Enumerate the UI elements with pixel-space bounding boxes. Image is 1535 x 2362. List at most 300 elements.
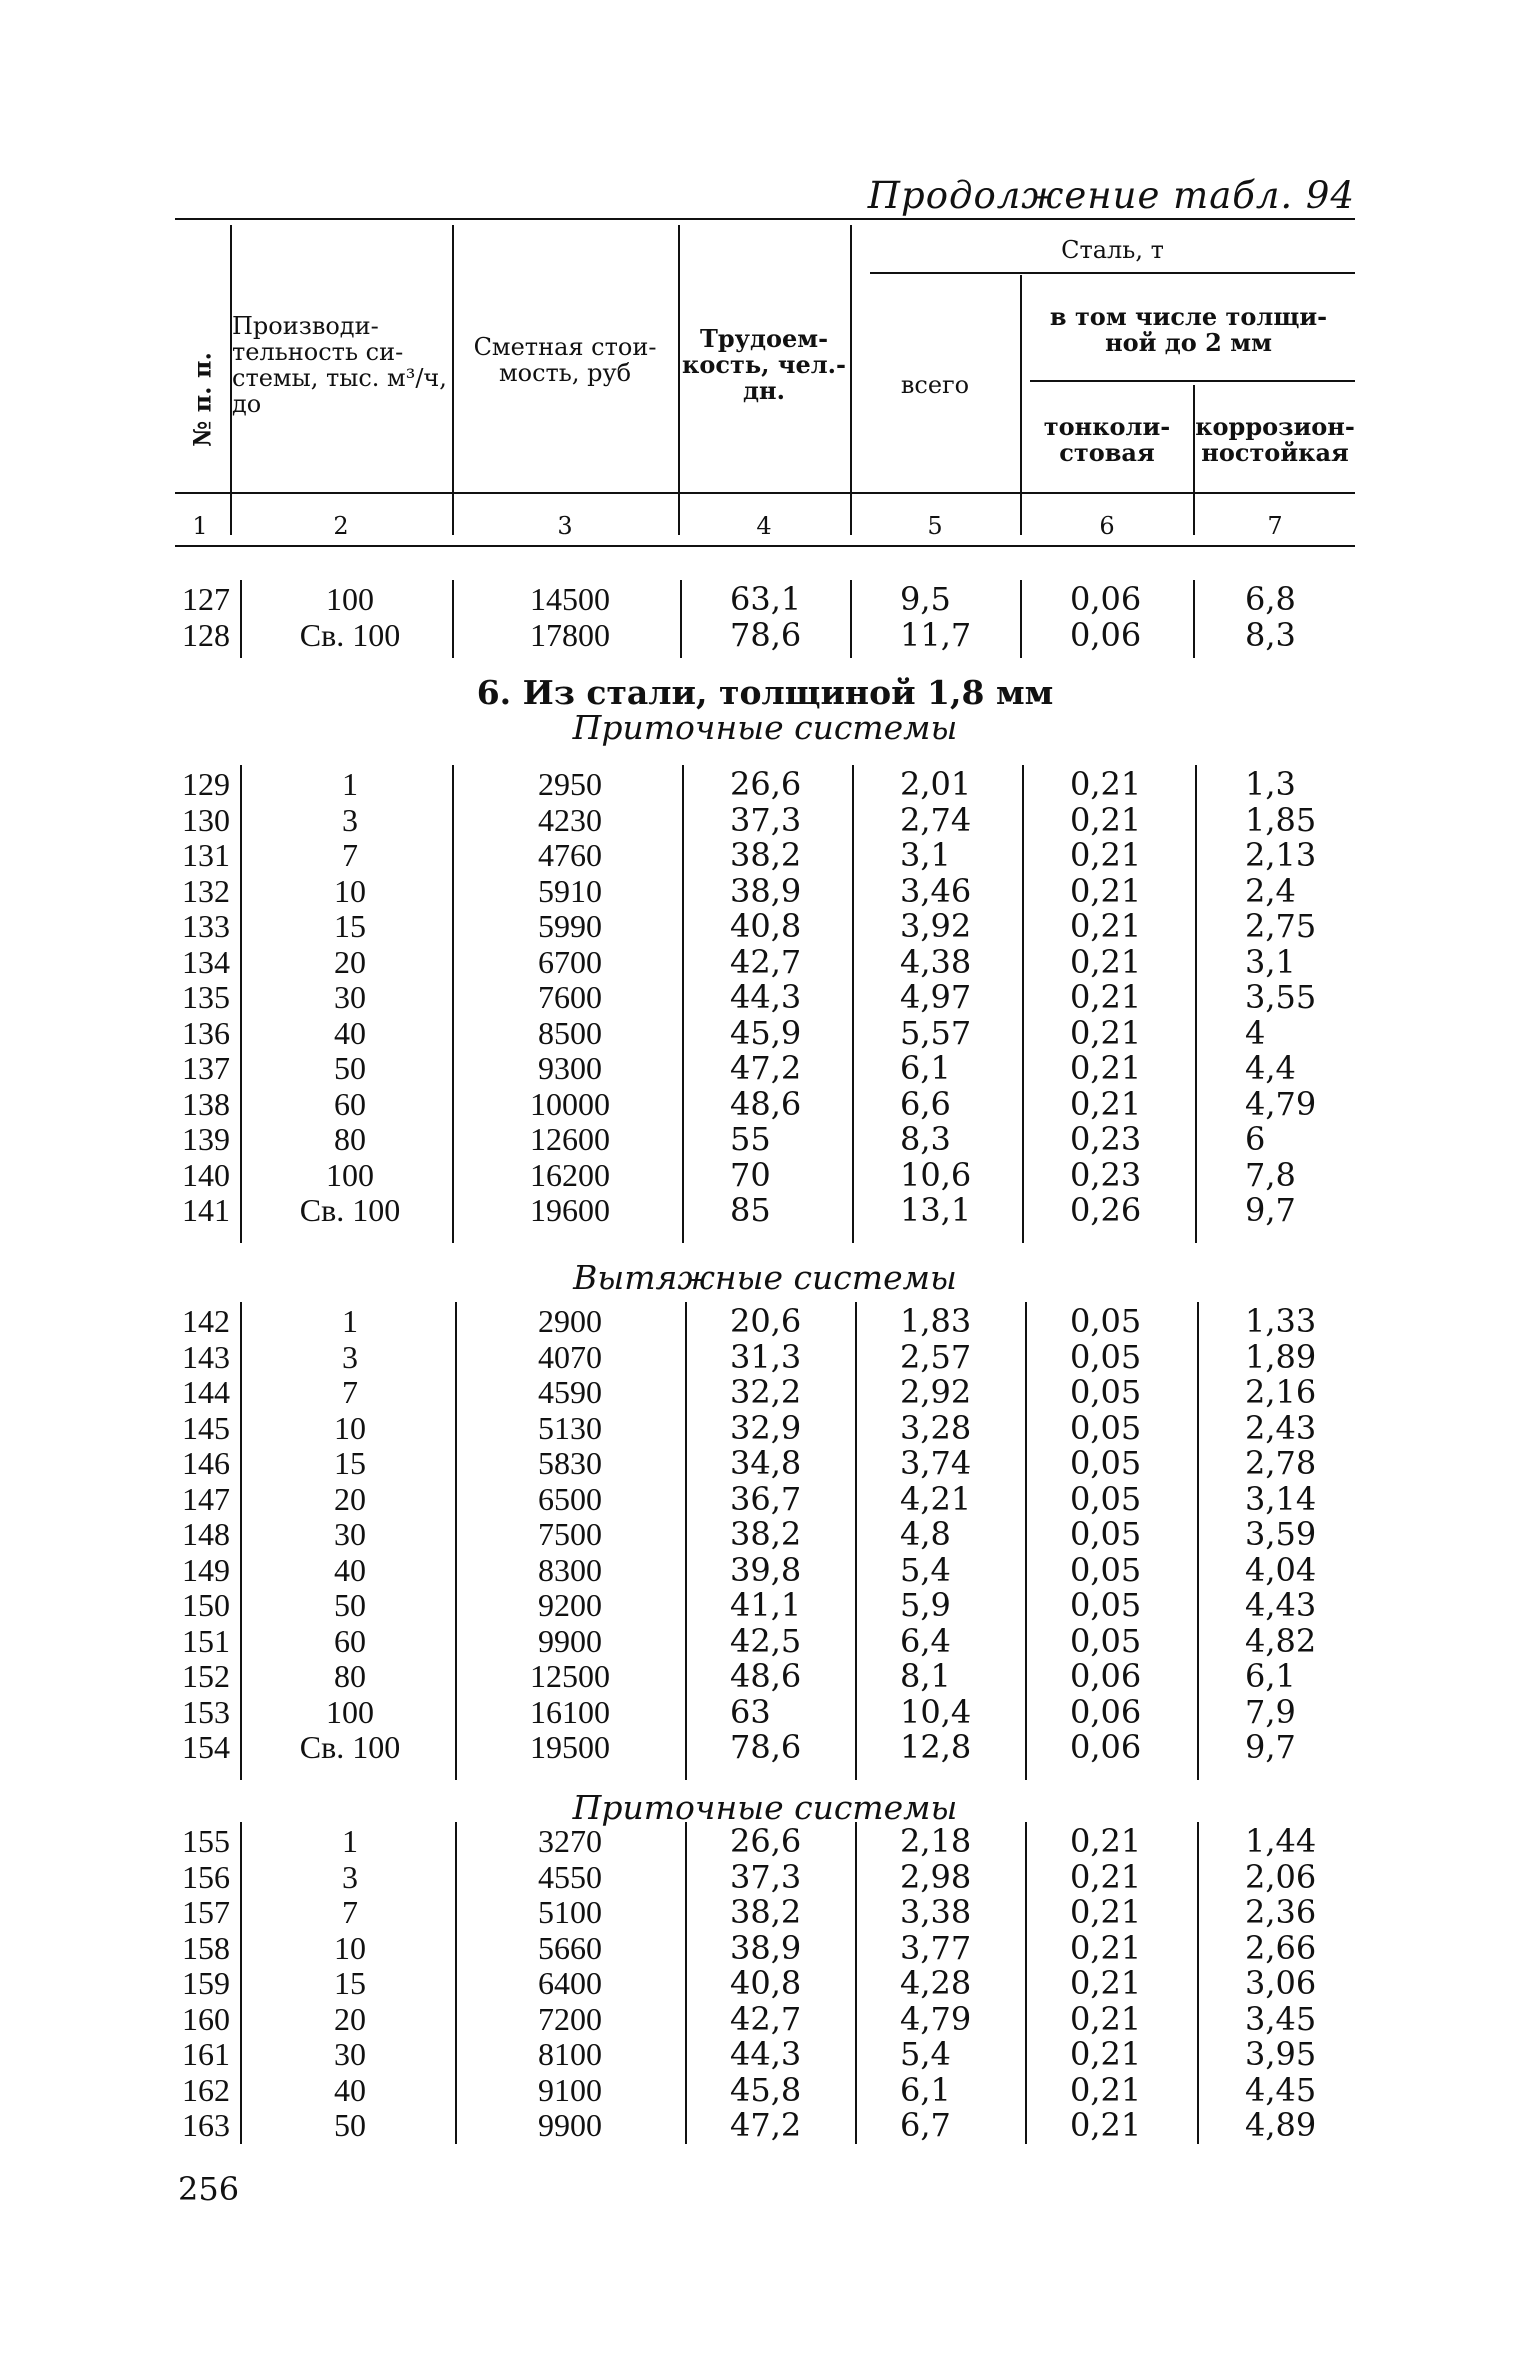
cell-labor: 38,2 [730,1515,802,1553]
table-row [0,1375,1535,1411]
cell-labor: 41,1 [730,1586,802,1624]
cell-capacity: 15 [334,908,366,944]
table-row [0,615,1535,654]
cell-number: 157 [182,1894,230,1930]
cell-steel-total: 2,74 [900,800,972,839]
table-row [0,1659,1535,1695]
cell-capacity: Св. 100 [299,1192,401,1228]
table-row [0,1155,1535,1194]
table-row [0,2037,1535,2073]
cell-cost: 9200 [538,1587,602,1623]
column-number: 3 [557,512,573,540]
cell-corrosion-resistant: 3,95 [1245,2035,1317,2073]
table-row [0,909,1535,945]
cell-steel-total: 3,92 [900,907,972,945]
cell-steel-total: 4,97 [900,978,972,1016]
cell-labor: 42,5 [730,1621,802,1660]
table-row [0,838,1535,874]
cell-thin-sheet: 0,05 [1070,1550,1142,1589]
header-mid-rule [175,492,1355,494]
table-row [0,1408,1535,1447]
table-row [0,1730,1535,1766]
cell-cost: 8100 [538,2036,602,2072]
cell-corrosion-resistant: 2,43 [1245,1408,1317,1447]
cell-cost: 3270 [538,1823,602,1859]
table-row [0,1621,1535,1660]
cell-labor: 40,8 [730,1964,802,2002]
cell-thin-sheet: 0,21 [1070,1928,1142,1967]
cell-labor: 70 [730,1155,771,1194]
cell-cost: 5910 [538,872,602,909]
cell-labor: 48,6 [730,1084,802,1123]
cell-thin-sheet: 0,05 [1070,1302,1142,1340]
cell-cost: 2950 [538,766,602,802]
cell-thin-sheet: 0,06 [1070,1692,1142,1731]
cell-number: 148 [182,1516,230,1552]
cell-cost: 9900 [538,1622,602,1659]
cell-steel-total: 2,01 [900,765,972,803]
cell-cost: 19600 [530,1192,610,1228]
cell-capacity: 100 [326,581,374,617]
cell-steel-total: 4,79 [900,1999,972,2038]
cell-steel-total: 4,8 [900,1515,951,1553]
table-header [0,0,1535,560]
cell-cost: 17800 [530,616,610,653]
cell-cost: 16100 [530,1693,610,1730]
cell-number: 140 [182,1156,230,1193]
steel-group-rule [870,272,1355,274]
cell-corrosion-resistant: 4,82 [1245,1621,1317,1660]
cell-cost: 9900 [538,2107,602,2143]
cell-thin-sheet: 0,21 [1070,2070,1142,2109]
cell-labor: 36,7 [730,1479,802,1518]
cell-thin-sheet: 0,05 [1070,1621,1142,1660]
cell-capacity: 40 [334,1014,366,1051]
cell-corrosion-resistant: 3,06 [1245,1964,1317,2002]
cell-steel-total: 4,28 [900,1964,972,2002]
cell-number: 144 [182,1374,230,1410]
cell-cost: 5660 [538,1929,602,1966]
cell-capacity: 50 [334,1587,366,1623]
cell-corrosion-resistant: 2,75 [1245,907,1317,945]
cell-thin-sheet: 0,06 [1070,1657,1142,1695]
cell-capacity: Св. 100 [299,616,401,653]
cell-number: 127 [182,581,230,617]
cell-capacity: Св. 100 [299,1729,401,1765]
table-row [0,2070,1535,2109]
cell-labor: 45,9 [730,1013,802,1052]
cell-number: 159 [182,1965,230,2001]
cell-capacity: 20 [334,1480,366,1517]
cell-thin-sheet: 0,05 [1070,1444,1142,1482]
cell-thin-sheet: 0,21 [1070,978,1142,1016]
cell-number: 136 [182,1014,230,1051]
cell-thin-sheet: 0,21 [1070,1822,1142,1860]
cell-thin-sheet: 0,21 [1070,942,1142,981]
cell-cost: 8500 [538,1014,602,1051]
cell-steel-total: 5,9 [900,1586,951,1624]
cell-thin-sheet: 0,05 [1070,1337,1142,1376]
cell-corrosion-resistant: 9,7 [1245,1191,1296,1229]
cell-cost: 8300 [538,1551,602,1588]
cell-number: 155 [182,1823,230,1859]
table-row [0,800,1535,839]
cell-number: 162 [182,2071,230,2108]
cell-thin-sheet: 0,21 [1070,2035,1142,2073]
cell-cost: 4550 [538,1858,602,1895]
cell-steel-total: 5,4 [900,2035,951,2073]
col-header-number: № п. п. [187,352,217,447]
cell-labor: 31,3 [730,1337,802,1376]
cell-labor: 45,8 [730,2070,802,2109]
cell-capacity: 50 [334,2107,366,2143]
cell-labor: 85 [730,1191,771,1229]
section-subtitle: Приточные системы [572,1788,958,1827]
cell-thin-sheet: 0,21 [1070,2106,1142,2144]
cell-corrosion-resistant: 2,06 [1245,1857,1317,1896]
table-row [0,1966,1535,2002]
cell-number: 154 [182,1729,230,1765]
cell-capacity: 7 [342,1894,358,1930]
cell-steel-total: 3,46 [900,871,972,910]
cell-thin-sheet: 0,23 [1070,1120,1142,1158]
cell-labor: 37,3 [730,1857,802,1896]
cell-thin-sheet: 0,05 [1070,1479,1142,1518]
cell-capacity: 10 [334,1409,366,1446]
cell-corrosion-resistant: 4,04 [1245,1550,1317,1589]
cell-labor: 78,6 [730,1728,802,1766]
column-number: 1 [192,512,208,540]
cell-labor: 44,3 [730,978,802,1016]
cell-corrosion-resistant: 3,14 [1245,1479,1317,1518]
cell-corrosion-resistant: 4,43 [1245,1586,1317,1624]
cell-steel-total: 12,8 [900,1728,972,1766]
cell-cost: 6700 [538,943,602,980]
cell-number: 130 [182,801,230,838]
cell-labor: 78,6 [730,615,802,654]
cell-steel-total: 3,74 [900,1444,972,1482]
cell-capacity: 10 [334,1929,366,1966]
cell-capacity: 15 [334,1965,366,2001]
cell-number: 139 [182,1121,230,1157]
cell-corrosion-resistant: 2,66 [1245,1928,1317,1967]
cell-steel-total: 3,77 [900,1928,972,1967]
col-header-labor: Трудоем- кость, чел.-дн. [682,324,846,405]
cell-number: 150 [182,1587,230,1623]
cell-number: 147 [182,1480,230,1517]
cell-number: 128 [182,616,230,653]
cell-number: 151 [182,1622,230,1659]
column-number: 2 [333,512,349,540]
table-row [0,1337,1535,1376]
cell-capacity: 7 [342,1374,358,1410]
cell-labor: 32,2 [730,1373,802,1411]
cell-thin-sheet: 0,21 [1070,907,1142,945]
cell-number: 163 [182,2107,230,2143]
cell-labor: 63,1 [730,580,802,618]
cell-labor: 40,8 [730,907,802,945]
cell-capacity: 40 [334,2071,366,2108]
cell-corrosion-resistant: 4,89 [1245,2106,1317,2144]
cell-number: 152 [182,1658,230,1694]
cell-labor: 38,9 [730,871,802,910]
cell-capacity: 50 [334,1050,366,1086]
cell-steel-total: 8,1 [900,1657,951,1695]
cell-capacity: 100 [326,1156,374,1193]
cell-thin-sheet: 0,21 [1070,1999,1142,2038]
cell-number: 138 [182,1085,230,1122]
col-header-corrosion-resistant: коррозион- ностойкая [1195,412,1355,467]
cell-steel-total: 9,5 [900,580,951,618]
cell-thin-sheet: 0,06 [1070,615,1142,654]
cell-number: 132 [182,872,230,909]
table-row [0,1051,1535,1087]
cell-thin-sheet: 0,05 [1070,1373,1142,1411]
cell-cost: 16200 [530,1156,610,1193]
cell-number: 137 [182,1050,230,1086]
cell-cost: 5990 [538,908,602,944]
cell-steel-total: 2,18 [900,1822,972,1860]
cell-cost: 14500 [530,581,610,617]
cell-steel-total: 4,38 [900,942,972,981]
cell-corrosion-resistant: 4,45 [1245,2070,1317,2109]
cell-labor: 38,9 [730,1928,802,1967]
cell-cost: 6500 [538,1480,602,1517]
table-row [0,582,1535,618]
cell-steel-total: 1,83 [900,1302,972,1340]
cell-corrosion-resistant: 2,4 [1245,871,1296,910]
cell-cost: 7200 [538,2000,602,2037]
cell-steel-total: 3,28 [900,1408,972,1447]
cell-capacity: 60 [334,1622,366,1659]
cell-capacity: 30 [334,1516,366,1552]
cell-corrosion-resistant: 2,78 [1245,1444,1317,1482]
section-subtitle: Приточные системы [572,708,958,747]
cell-number: 141 [182,1192,230,1228]
cell-number: 149 [182,1551,230,1588]
cell-steel-total: 6,1 [900,1049,951,1087]
cell-labor: 39,8 [730,1550,802,1589]
cell-corrosion-resistant: 3,1 [1245,942,1296,981]
cell-capacity: 10 [334,872,366,909]
cell-cost: 9300 [538,1050,602,1086]
cell-labor: 26,6 [730,1822,802,1860]
cell-corrosion-resistant: 7,9 [1245,1692,1296,1731]
table-row [0,1479,1535,1518]
cell-labor: 26,6 [730,765,802,803]
cell-corrosion-resistant: 1,89 [1245,1337,1317,1376]
cell-number: 142 [182,1303,230,1339]
table-row [0,1895,1535,1931]
cell-cost: 7600 [538,979,602,1015]
cell-corrosion-resistant: 3,45 [1245,1999,1317,2038]
table-row [0,1084,1535,1123]
cell-number: 135 [182,979,230,1015]
cell-corrosion-resistant: 1,3 [1245,765,1296,803]
cell-cost: 5130 [538,1409,602,1446]
cell-cost: 4760 [538,837,602,873]
subgroup-rule [1030,380,1355,382]
cell-steel-total: 3,38 [900,1893,972,1931]
cell-labor: 42,7 [730,942,802,981]
cell-cost: 4230 [538,801,602,838]
cell-number: 161 [182,2036,230,2072]
cell-labor: 48,6 [730,1657,802,1695]
table-row [0,1304,1535,1340]
cell-corrosion-resistant: 6,1 [1245,1657,1296,1695]
cell-cost: 4590 [538,1374,602,1410]
col-header-thin-sheet: тонколи- стовая [1043,412,1171,467]
table-row [0,1446,1535,1482]
cell-thin-sheet: 0,21 [1070,1049,1142,1087]
cell-number: 143 [182,1338,230,1375]
cell-cost: 2900 [538,1303,602,1339]
column-number: 4 [756,512,772,540]
cell-capacity: 30 [334,2036,366,2072]
cell-corrosion-resistant: 3,55 [1245,978,1317,1016]
cell-capacity: 60 [334,1085,366,1122]
cell-thin-sheet: 0,21 [1070,1084,1142,1123]
cell-capacity: 7 [342,837,358,873]
table-row [0,767,1535,803]
cell-capacity: 3 [342,1338,358,1375]
cell-cost: 5830 [538,1445,602,1481]
cell-corrosion-resistant: 1,85 [1245,800,1317,839]
table-row [0,1193,1535,1229]
cell-corrosion-resistant: 8,3 [1245,615,1296,654]
cell-corrosion-resistant: 2,36 [1245,1893,1317,1931]
cell-capacity: 3 [342,1858,358,1895]
col-header-capacity: Производи- тельность си- стемы, тыс. м³/ч, до [232,312,447,418]
cell-steel-total: 6,6 [900,1084,951,1123]
cell-number: 129 [182,766,230,802]
cell-cost: 6400 [538,1965,602,2001]
cell-steel-total: 10,4 [900,1692,972,1731]
table-row [0,1999,1535,2038]
cell-number: 160 [182,2000,230,2037]
running-head: Продолжение табл. 94 [867,174,1355,217]
table-row [0,1517,1535,1553]
cell-capacity: 40 [334,1551,366,1588]
table-row [0,871,1535,910]
col-header-total: всего [900,371,970,399]
cell-labor: 47,2 [730,1049,802,1087]
table-row [0,1588,1535,1624]
cell-labor: 63 [730,1692,771,1731]
cell-thin-sheet: 0,06 [1070,580,1142,618]
cell-steel-total: 5,4 [900,1550,951,1589]
cell-number: 131 [182,837,230,873]
cell-thin-sheet: 0,06 [1070,1728,1142,1766]
cell-capacity: 15 [334,1445,366,1481]
cell-labor: 20,6 [730,1302,802,1340]
table-row [0,2108,1535,2144]
cell-capacity: 1 [342,1303,358,1339]
cell-corrosion-resistant: 2,16 [1245,1373,1317,1411]
table-row [0,1122,1535,1158]
cell-thin-sheet: 0,21 [1070,871,1142,910]
cell-corrosion-resistant: 4,4 [1245,1049,1296,1087]
table-row [0,942,1535,981]
cell-capacity: 20 [334,943,366,980]
cell-thin-sheet: 0,26 [1070,1191,1142,1229]
table-row [0,1550,1535,1589]
cell-cost: 4070 [538,1338,602,1375]
table-row [0,1857,1535,1896]
cell-corrosion-resistant: 6,8 [1245,580,1296,618]
section-title: 6. Из стали, толщиной 1,8 мм [476,673,1054,712]
cell-thin-sheet: 0,21 [1070,1893,1142,1931]
cell-number: 156 [182,1858,230,1895]
cell-steel-total: 3,1 [900,836,951,874]
cell-labor: 37,3 [730,800,802,839]
page-number: 256 [178,2170,240,2208]
cell-thin-sheet: 0,21 [1070,765,1142,803]
cell-cost: 5100 [538,1894,602,1930]
cell-steel-total: 6,1 [900,2070,951,2109]
cell-capacity: 1 [342,766,358,802]
cell-thin-sheet: 0,23 [1070,1155,1142,1194]
cell-capacity: 20 [334,2000,366,2037]
cell-labor: 47,2 [730,2106,802,2144]
cell-number: 133 [182,908,230,944]
cell-thin-sheet: 0,21 [1070,1013,1142,1052]
cell-thin-sheet: 0,21 [1070,800,1142,839]
cell-corrosion-resistant: 4,79 [1245,1084,1317,1123]
cell-thin-sheet: 0,21 [1070,1964,1142,2002]
table-row [0,1692,1535,1731]
cell-steel-total: 2,98 [900,1857,972,1896]
cell-corrosion-resistant: 1,33 [1245,1302,1317,1340]
cell-cost: 12500 [530,1658,610,1694]
cell-steel-total: 8,3 [900,1120,951,1158]
cell-corrosion-resistant: 6 [1245,1120,1266,1158]
section-subtitle: Вытяжные системы [573,1258,957,1297]
cell-capacity: 1 [342,1823,358,1859]
header-bottom-rule [175,545,1355,547]
cell-thin-sheet: 0,21 [1070,1857,1142,1896]
table-row [0,1824,1535,1860]
cell-thin-sheet: 0,21 [1070,836,1142,874]
cell-cost: 19500 [530,1729,610,1765]
table-row [0,980,1535,1016]
cell-labor: 32,9 [730,1408,802,1447]
cell-corrosion-resistant: 1,44 [1245,1822,1317,1860]
cell-labor: 38,2 [730,1893,802,1931]
cell-steel-total: 4,21 [900,1479,972,1518]
cell-steel-total: 10,6 [900,1155,972,1194]
cell-corrosion-resistant: 9,7 [1245,1728,1296,1766]
table-row [0,1928,1535,1967]
cell-labor: 55 [730,1120,771,1158]
cell-thin-sheet: 0,05 [1070,1515,1142,1553]
column-number: 6 [1099,512,1115,540]
column-number: 7 [1267,512,1283,540]
cell-steel-total: 2,57 [900,1337,972,1376]
cell-steel-total: 13,1 [900,1191,972,1229]
col-header-steel-group: Сталь, т [1061,236,1164,264]
cell-number: 158 [182,1929,230,1966]
col-header-subgroup: в том числе толщи- ной до 2 мм [1049,302,1328,357]
cell-thin-sheet: 0,05 [1070,1408,1142,1447]
cell-thin-sheet: 0,05 [1070,1586,1142,1624]
cell-labor: 44,3 [730,2035,802,2073]
cell-cost: 12600 [530,1121,610,1157]
cell-steel-total: 11,7 [900,615,972,654]
cell-number: 145 [182,1409,230,1446]
cell-capacity: 80 [334,1121,366,1157]
cell-labor: 38,2 [730,836,802,874]
